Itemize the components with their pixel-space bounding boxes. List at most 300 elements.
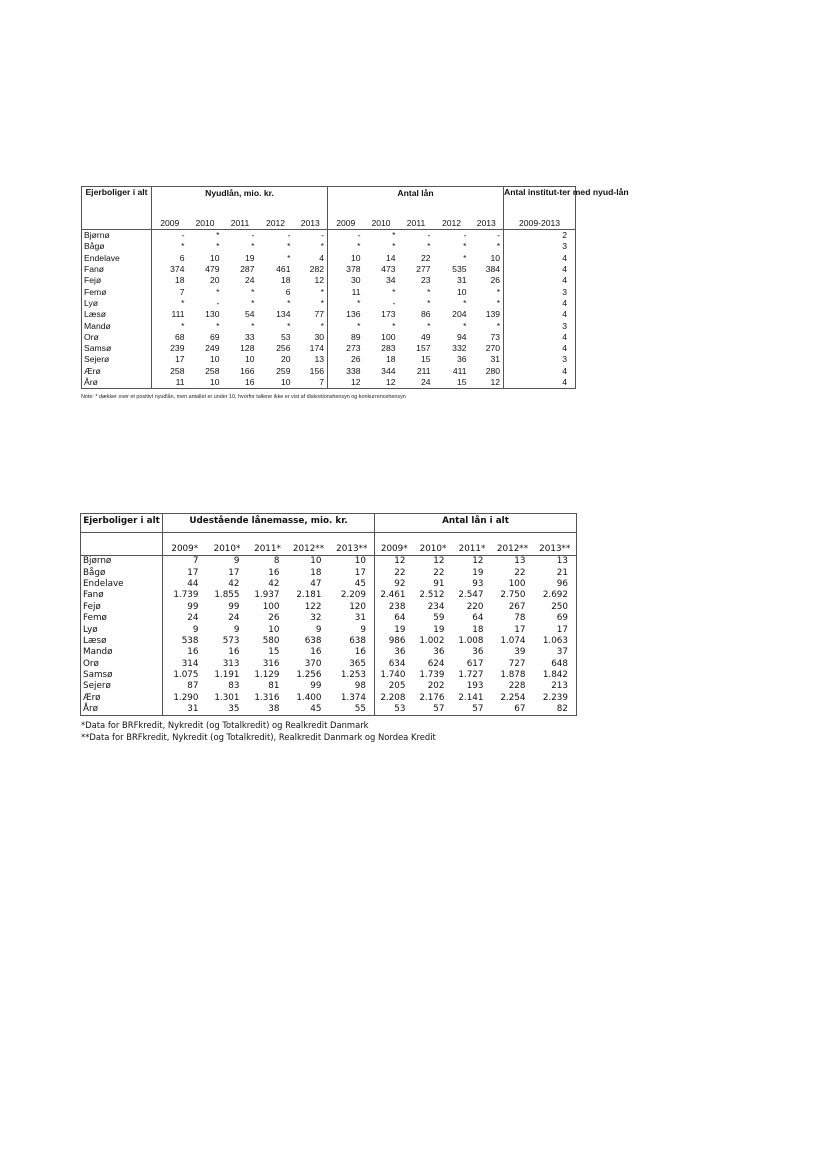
new-lending-cell: * xyxy=(287,241,291,252)
loan-count-cell: 648 xyxy=(551,658,568,669)
new-lending-cell: * xyxy=(251,320,255,331)
institutes-cell: 4 xyxy=(562,331,568,342)
table1-year: 2010 xyxy=(364,216,399,230)
table2-label-spacer xyxy=(81,533,163,556)
island-name: Ærø xyxy=(81,693,163,704)
outstanding-cell: 10 xyxy=(268,624,280,635)
new-lending-cell: * xyxy=(216,320,220,331)
outstanding-cell: 573 xyxy=(222,635,240,646)
table2-note-double-star: **Data for BRFkredit, Nykredit (og Totalkredit), Realkredit Danmark og Nordea Kredit xyxy=(81,731,436,742)
new-lending-cell: 69 xyxy=(209,331,220,342)
table-row xyxy=(82,309,576,320)
new-lending-cell: 239 xyxy=(170,343,185,354)
loan-count-cell: * xyxy=(463,252,467,263)
table-row xyxy=(81,670,577,681)
table-row xyxy=(82,332,576,343)
outstanding-cell: 45 xyxy=(288,704,330,716)
loan-count-cell: 1.842 xyxy=(542,670,568,681)
island-name: Fejø xyxy=(81,602,163,613)
loan-count-cell: * xyxy=(427,320,431,331)
loan-count-cell: 204 xyxy=(452,309,467,320)
loan-count-cell: 78 xyxy=(514,613,526,624)
loan-count-cell: 17 xyxy=(514,624,526,635)
new-lending-cell: * xyxy=(287,297,291,308)
island-name: Bågø xyxy=(82,241,152,252)
new-lending-cell: 20 xyxy=(209,275,220,286)
loan-count-cell: 14 xyxy=(385,252,396,263)
new-lending-cell: 13 xyxy=(294,354,328,365)
table1-year: 2011 xyxy=(223,216,258,230)
outstanding-cell: 99 xyxy=(187,601,199,612)
loan-count-cell: 64 xyxy=(472,613,484,624)
loan-count-cell: * xyxy=(392,286,396,297)
loan-count-cell: 2.239 xyxy=(542,692,568,703)
outstanding-cell: 16 xyxy=(330,647,375,658)
loan-count-cell: 22 xyxy=(433,567,445,578)
outstanding-cell: 45 xyxy=(330,579,375,590)
loan-count-cell: 17 xyxy=(556,624,568,635)
loan-count-cell: 136 xyxy=(346,309,361,320)
loan-count-cell: 338 xyxy=(346,365,361,376)
new-lending-cell: 134 xyxy=(276,309,291,320)
table-row xyxy=(82,241,576,252)
outstanding-cell: 42 xyxy=(268,578,280,589)
loan-count-cell: * xyxy=(463,320,467,331)
loan-count-cell: 250 xyxy=(551,601,568,612)
loan-count-cell: 273 xyxy=(346,343,361,354)
table2-year: 2013** xyxy=(534,533,577,556)
outstanding-cell: 99 xyxy=(310,681,322,692)
loan-count-cell: 26 xyxy=(470,275,504,286)
outstanding-cell: 2.181 xyxy=(296,590,322,601)
outstanding-cell: 580 xyxy=(262,635,280,646)
outstanding-cell: 1.075 xyxy=(173,670,199,681)
new-lending-cell: 54 xyxy=(244,309,255,320)
loan-count-cell: 2.512 xyxy=(419,590,445,601)
new-lending-cell: 174 xyxy=(294,343,328,354)
island-name: Mandø xyxy=(81,647,163,658)
outstanding-cell: 16 xyxy=(228,647,240,658)
new-lending-cell: 128 xyxy=(240,343,255,354)
institutes-cell: 3 xyxy=(562,286,568,297)
outstanding-cell: 370 xyxy=(304,658,322,669)
outstanding-cell: 99 xyxy=(228,601,240,612)
new-lending-cell: - xyxy=(287,230,291,241)
loan-count-cell: 12 xyxy=(472,556,484,567)
loan-count-cell: 21 xyxy=(556,567,568,578)
new-lending-cell: 16 xyxy=(223,377,258,389)
table-row xyxy=(82,354,576,365)
island-name: Lyø xyxy=(82,298,152,309)
loan-count-cell: 53 xyxy=(375,704,414,716)
new-lending-cell: 256 xyxy=(276,343,291,354)
loan-count-cell: 34 xyxy=(385,275,396,286)
loan-count-cell: 26 xyxy=(350,354,361,365)
new-lending-cell: * xyxy=(216,241,220,252)
loan-count-cell: 31 xyxy=(456,275,467,286)
table-row xyxy=(81,579,577,590)
table-row xyxy=(82,343,576,354)
outstanding-cell: 10 xyxy=(310,556,322,567)
table1-label-header: Ejerboliger i alt xyxy=(82,187,152,217)
island-name: Ærø xyxy=(82,366,152,377)
loan-count-cell: 36 xyxy=(394,647,406,658)
outstanding-cell: 1.256 xyxy=(296,670,322,681)
outstanding-cell: 15 xyxy=(268,647,280,658)
table2-year: 2012** xyxy=(492,533,534,556)
outstanding-cell: 316 xyxy=(262,658,280,669)
island-name: Endelave xyxy=(81,579,163,590)
loan-count-cell: 12 xyxy=(394,556,406,567)
island-name: Orø xyxy=(81,659,163,670)
table-row xyxy=(81,590,577,601)
loan-count-cell: 211 xyxy=(416,365,431,376)
institutes-cell: 4 xyxy=(562,343,568,354)
loan-count-cell: 238 xyxy=(388,601,406,612)
new-lending-cell: 258 xyxy=(170,365,185,376)
loan-count-cell: 473 xyxy=(381,264,396,275)
outstanding-loans-table xyxy=(80,513,577,716)
outstanding-cell: 17 xyxy=(228,567,240,578)
loan-count-cell: * xyxy=(392,320,396,331)
table2-year: 2011* xyxy=(453,533,492,556)
outstanding-cell: 55 xyxy=(330,704,375,716)
outstanding-cell: 31 xyxy=(163,704,207,716)
loan-count-cell: 19 xyxy=(472,567,484,578)
new-lending-cell: * xyxy=(251,286,255,297)
new-lending-cell: 20 xyxy=(280,354,291,365)
new-lending-cell: 249 xyxy=(205,343,220,354)
table-row xyxy=(82,377,576,389)
island-name: Bågø xyxy=(81,567,163,578)
outstanding-cell: 44 xyxy=(187,578,199,589)
loan-count-cell: 57 xyxy=(414,704,453,716)
loan-count-cell: 15 xyxy=(434,377,470,389)
loan-count-cell: 30 xyxy=(350,275,361,286)
island-name: Fanø xyxy=(81,590,163,601)
loan-count-cell: 22 xyxy=(514,567,526,578)
table1-institutes-period: 2009-2013 xyxy=(504,216,576,230)
outstanding-cell: 10 xyxy=(330,556,375,568)
new-lending-cell: 10 xyxy=(258,377,294,389)
loan-count-cell: 67 xyxy=(492,704,534,716)
new-lending-cell: * xyxy=(294,286,328,297)
new-lending-cell: 479 xyxy=(205,264,220,275)
loan-count-cell: 18 xyxy=(385,354,396,365)
table1-group-new-lending: Nyudlån, mio. kr. xyxy=(152,187,328,217)
new-lending-cell: 10 xyxy=(209,354,220,365)
outstanding-cell: 16 xyxy=(268,567,280,578)
new-lending-cell: * xyxy=(181,320,185,331)
new-lending-cell: 7 xyxy=(179,286,185,297)
loan-count-cell: 13 xyxy=(514,556,526,567)
table2-year: 2013** xyxy=(330,533,375,556)
outstanding-cell: 35 xyxy=(207,704,248,716)
loan-count-cell: 384 xyxy=(470,264,504,275)
island-name: Fejø xyxy=(82,275,152,286)
loan-count-cell: 11 xyxy=(351,286,361,297)
loan-count-cell: 617 xyxy=(466,658,484,669)
new-lending-cell: 6 xyxy=(179,252,185,263)
loan-count-cell: - xyxy=(392,297,396,308)
new-lending-cell: - xyxy=(181,230,185,241)
loan-count-cell: 37 xyxy=(556,647,568,658)
loan-count-cell: * xyxy=(427,297,431,308)
outstanding-cell: 98 xyxy=(330,681,375,692)
loan-count-cell: 23 xyxy=(420,275,431,286)
loan-count-cell: - xyxy=(427,230,431,241)
island-name: Endelave xyxy=(82,253,152,264)
loan-count-cell: 92 xyxy=(394,578,406,589)
loan-count-cell: * xyxy=(470,241,504,252)
loan-count-cell: 283 xyxy=(381,343,396,354)
table2-year: 2009* xyxy=(163,533,207,556)
table1-year: 2012 xyxy=(434,216,470,230)
loan-count-cell: 234 xyxy=(427,601,445,612)
island-name: Læsø xyxy=(82,309,152,320)
institutes-cell: 4 xyxy=(562,264,568,275)
table1-year: 2012 xyxy=(258,216,294,230)
loan-count-cell: 39 xyxy=(514,647,526,658)
outstanding-cell: 1.253 xyxy=(330,670,375,681)
new-lending-cell: * xyxy=(251,297,255,308)
loan-count-cell: 624 xyxy=(427,658,445,669)
outstanding-cell: 314 xyxy=(181,658,199,669)
loan-count-cell: 1.739 xyxy=(419,670,445,681)
island-name: Orø xyxy=(82,332,152,343)
outstanding-cell: 538 xyxy=(181,635,199,646)
table-row xyxy=(82,275,576,286)
loan-count-cell: 2.547 xyxy=(458,590,484,601)
outstanding-cell: 1.316 xyxy=(254,692,280,703)
loan-count-cell: - xyxy=(463,230,467,241)
outstanding-cell: 31 xyxy=(330,613,375,624)
new-lending-cell: 11 xyxy=(152,377,188,389)
outstanding-cell: 313 xyxy=(222,658,240,669)
loan-count-cell: * xyxy=(427,286,431,297)
loan-count-cell: 205 xyxy=(388,681,406,692)
table-row xyxy=(81,693,577,704)
new-lending-cell: 10 xyxy=(209,252,220,263)
outstanding-cell: 32 xyxy=(310,613,322,624)
new-lending-cell: 130 xyxy=(205,309,220,320)
loan-count-cell: 1.740 xyxy=(380,670,406,681)
new-lending-cell: 18 xyxy=(280,275,291,286)
loan-count-cell: * xyxy=(392,230,396,241)
loan-count-cell: 12 xyxy=(328,377,364,389)
island-name: Læsø xyxy=(81,636,163,647)
loan-count-cell: 202 xyxy=(427,681,445,692)
institutes-cell: 4 xyxy=(562,309,568,320)
outstanding-cell: 9 xyxy=(315,624,322,635)
new-lending-cell: 282 xyxy=(294,264,328,275)
table2-year: 2010* xyxy=(414,533,453,556)
loan-count-cell: 10 xyxy=(350,252,361,263)
outstanding-cell: 81 xyxy=(268,681,280,692)
outstanding-cell: 1.374 xyxy=(330,693,375,704)
new-lending-cell: * xyxy=(251,241,255,252)
loan-count-cell: 139 xyxy=(470,309,504,320)
loan-count-cell: 64 xyxy=(394,613,406,624)
loan-count-cell: 220 xyxy=(466,601,484,612)
table-row xyxy=(81,704,577,716)
table-row xyxy=(82,253,576,264)
loan-count-cell: 157 xyxy=(416,343,431,354)
new-lending-cell: * xyxy=(287,320,291,331)
new-lending-cell: 10 xyxy=(244,354,255,365)
loan-count-cell: 12 xyxy=(470,377,504,389)
loan-count-cell: 13 xyxy=(556,556,568,567)
loan-count-cell: 49 xyxy=(420,331,431,342)
table-row xyxy=(81,567,577,578)
new-lending-cell: 18 xyxy=(174,275,185,286)
loan-count-cell: * xyxy=(470,298,504,309)
table-row xyxy=(81,681,577,692)
loan-count-cell: * xyxy=(470,320,504,331)
loan-count-cell: * xyxy=(463,297,467,308)
new-lending-cell: 6 xyxy=(285,286,291,297)
new-lending-cell: 68 xyxy=(174,331,185,342)
outstanding-cell: 16 xyxy=(310,647,322,658)
outstanding-cell: 9 xyxy=(233,556,240,567)
outstanding-cell: 1.301 xyxy=(214,692,240,703)
outstanding-cell: 9 xyxy=(233,624,240,635)
outstanding-cell: 83 xyxy=(228,681,240,692)
table2-year: 2011* xyxy=(248,533,288,556)
loan-count-cell: 94 xyxy=(456,331,467,342)
table-row xyxy=(82,298,576,309)
outstanding-cell: 47 xyxy=(310,578,322,589)
loan-count-cell: 2.176 xyxy=(419,692,445,703)
outstanding-cell: 24 xyxy=(187,613,199,624)
institutes-cell: 4 xyxy=(562,275,568,286)
institutes-cell: 3 xyxy=(562,320,568,331)
outstanding-cell: 17 xyxy=(187,567,199,578)
loan-count-cell: 727 xyxy=(508,658,526,669)
loan-count-cell: 24 xyxy=(399,377,434,389)
loan-count-cell: 18 xyxy=(472,624,484,635)
loan-count-cell: 82 xyxy=(534,704,577,716)
loan-count-cell: 22 xyxy=(420,252,431,263)
loan-count-cell: 213 xyxy=(551,681,568,692)
outstanding-cell: 9 xyxy=(192,624,199,635)
island-name: Femø xyxy=(81,613,163,624)
loan-count-cell: 986 xyxy=(388,635,406,646)
new-lending-cell: - xyxy=(251,230,255,241)
new-lending-cell: 17 xyxy=(174,354,185,365)
table2-label-header: Ejerboliger i alt xyxy=(81,514,163,533)
loan-count-cell: 100 xyxy=(508,578,526,589)
table1-year: 2009 xyxy=(328,216,364,230)
table1-year: 2009 xyxy=(152,216,188,230)
island-name: Sejerø xyxy=(82,354,152,365)
outstanding-cell: 2.209 xyxy=(330,590,375,601)
table1-label-spacer xyxy=(82,216,152,230)
loan-count-cell: 59 xyxy=(433,613,445,624)
loan-count-cell: 86 xyxy=(420,309,431,320)
loan-count-cell: 267 xyxy=(508,601,526,612)
table1-year: 2011 xyxy=(399,216,434,230)
loan-count-cell: * xyxy=(357,241,361,252)
new-lending-cell: 461 xyxy=(276,264,291,275)
outstanding-cell: 1.739 xyxy=(173,590,199,601)
new-lending-cell: * xyxy=(294,298,328,309)
new-lending-cell: 19 xyxy=(244,252,255,263)
loan-count-cell: 270 xyxy=(470,343,504,354)
outstanding-cell: 638 xyxy=(304,635,322,646)
loan-count-cell: 93 xyxy=(472,578,484,589)
new-lending-cell: 111 xyxy=(171,309,185,320)
table2-year: 2012** xyxy=(288,533,330,556)
loan-count-cell: 2.461 xyxy=(380,590,406,601)
loan-count-cell: - xyxy=(470,230,504,242)
new-lending-cell: 12 xyxy=(294,275,328,286)
new-lending-cell: 166 xyxy=(240,365,255,376)
loan-count-cell: - xyxy=(357,230,361,241)
loan-count-cell: * xyxy=(427,241,431,252)
new-lending-cell: 374 xyxy=(170,264,185,275)
loan-count-cell: 12 xyxy=(364,377,399,389)
table2-year: 2009* xyxy=(375,533,414,556)
loan-count-cell: 19 xyxy=(433,624,445,635)
loan-count-cell: * xyxy=(470,286,504,297)
outstanding-cell: 365 xyxy=(330,659,375,670)
new-lending-cell: * xyxy=(181,297,185,308)
loan-count-cell: 22 xyxy=(394,567,406,578)
new-lending-cell: * xyxy=(216,286,220,297)
island-name: Lyø xyxy=(81,624,163,635)
loan-count-cell: 1.878 xyxy=(500,670,526,681)
outstanding-cell: 7 xyxy=(192,556,199,567)
loan-count-cell: 173 xyxy=(381,309,396,320)
table1-year: 2013 xyxy=(294,216,328,230)
loan-count-cell: 1.727 xyxy=(458,670,484,681)
institutes-cell: 2 xyxy=(562,230,568,241)
loan-count-cell: 36 xyxy=(456,354,467,365)
table2-notes xyxy=(81,720,436,743)
loan-count-cell: 2.141 xyxy=(458,692,484,703)
island-name: Sejerø xyxy=(81,681,163,692)
island-name: Årø xyxy=(82,377,152,389)
loan-count-cell: 10 xyxy=(456,286,467,297)
table-row xyxy=(81,647,577,658)
loan-count-cell: 69 xyxy=(556,613,568,624)
loan-count-cell: 344 xyxy=(381,365,396,376)
loan-count-cell: 411 xyxy=(452,365,467,376)
loan-count-cell: 91 xyxy=(433,578,445,589)
institutes-cell: 4 xyxy=(562,252,568,263)
loan-count-cell: 2.208 xyxy=(380,692,406,703)
new-lending-cell: 7 xyxy=(294,377,328,389)
table-row xyxy=(81,659,577,670)
outstanding-cell: 120 xyxy=(330,602,375,613)
outstanding-cell: 122 xyxy=(304,601,322,612)
outstanding-cell: 9 xyxy=(330,624,375,635)
loan-count-cell: 280 xyxy=(470,366,504,377)
outstanding-cell: 638 xyxy=(330,636,375,647)
loan-count-cell: 277 xyxy=(416,264,431,275)
institutes-cell: 4 xyxy=(562,365,568,376)
outstanding-cell: 24 xyxy=(228,613,240,624)
loan-count-cell: 634 xyxy=(388,658,406,669)
loan-count-cell: * xyxy=(392,241,396,252)
table-row xyxy=(82,366,576,377)
table1-note: Note: * dækker over et positivt nyudlån, men antallet er under 10, hvorfor tallene ikke er vist af diskretionshensyn og konkurrencehensyn xyxy=(81,394,406,400)
loan-count-cell: 10 xyxy=(470,253,504,264)
new-lending-cell: * xyxy=(294,241,328,252)
table1-group-loan-count: Antal lån xyxy=(328,187,504,217)
table2-group-outstanding: Udestående lånemasse, mio. kr. xyxy=(163,514,375,533)
